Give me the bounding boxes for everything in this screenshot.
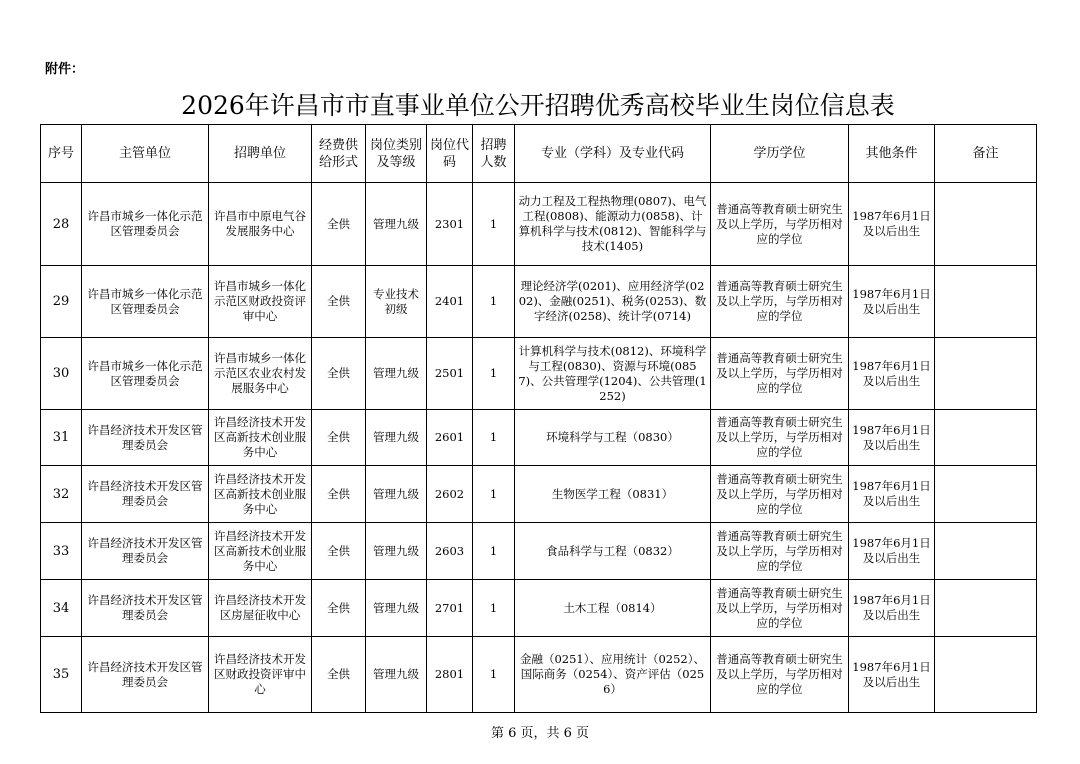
col-header-note: 备注 <box>935 125 1037 183</box>
cell-note <box>935 266 1037 338</box>
cell-degree: 普通高等教育硕士研究生及以上学历，与学历相对应的学位 <box>711 637 849 713</box>
cell-unit: 许昌经济技术开发区财政投资评审中心 <box>209 637 312 713</box>
cell-seq: 32 <box>41 466 82 523</box>
cell-count: 1 <box>473 410 515 466</box>
cell-other: 1987年6月1日及以后出生 <box>849 466 935 523</box>
cell-count: 1 <box>473 523 515 580</box>
cell-code: 2701 <box>427 580 473 637</box>
table-row <box>41 466 1037 523</box>
cell-major: 土木工程（0814） <box>515 580 711 637</box>
cell-note <box>935 338 1037 410</box>
col-header-other: 其他条件 <box>849 125 935 183</box>
cell-seq: 31 <box>41 410 82 466</box>
cell-seq: 29 <box>41 266 82 338</box>
cell-category: 管理九级 <box>366 466 427 523</box>
cell-major: 计算机科学与技术(0812)、环境科学与工程(0830)、资源与环境(0857)、公共管理学(1204)、公共管理(1252) <box>515 338 711 410</box>
cell-unit: 许昌市城乡一体化示范区农业农村发展服务中心 <box>209 338 312 410</box>
cell-authority: 许昌经济技术开发区管理委员会 <box>82 466 209 523</box>
col-header-seq: 序号 <box>41 125 82 183</box>
page-title: 2026年许昌市市直事业单位公开招聘优秀高校毕业生岗位信息表 <box>181 91 895 120</box>
col-header-funding: 经费供给形式 <box>312 125 366 183</box>
cell-note <box>935 410 1037 466</box>
cell-unit: 许昌市城乡一体化示范区财政投资评审中心 <box>209 266 312 338</box>
table-row <box>41 580 1037 637</box>
cell-code: 2601 <box>427 410 473 466</box>
cell-seq: 33 <box>41 523 82 580</box>
cell-category: 管理九级 <box>366 410 427 466</box>
cell-count: 1 <box>473 266 515 338</box>
cell-other: 1987年6月1日及以后出生 <box>849 637 935 713</box>
table-row <box>41 637 1037 713</box>
cell-note <box>935 523 1037 580</box>
cell-authority: 许昌经济技术开发区管理委员会 <box>82 580 209 637</box>
cell-other: 1987年6月1日及以后出生 <box>849 580 935 637</box>
cell-unit: 许昌市中原电气谷发展服务中心 <box>209 183 312 266</box>
cell-other: 1987年6月1日及以后出生 <box>849 338 935 410</box>
cell-major: 环境科学与工程（0830） <box>515 410 711 466</box>
cell-category: 管理九级 <box>366 183 427 266</box>
table-row <box>41 266 1037 338</box>
col-header-count: 招聘人数 <box>473 125 515 183</box>
cell-code: 2603 <box>427 523 473 580</box>
table-row <box>41 338 1037 410</box>
cell-other: 1987年6月1日及以后出生 <box>849 266 935 338</box>
cell-category: 管理九级 <box>366 523 427 580</box>
cell-authority: 许昌市城乡一体化示范区管理委员会 <box>82 338 209 410</box>
cell-funding: 全供 <box>312 637 366 713</box>
table-row <box>41 523 1037 580</box>
cell-category: 管理九级 <box>366 637 427 713</box>
cell-category: 管理九级 <box>366 338 427 410</box>
col-header-category: 岗位类别及等级 <box>366 125 427 183</box>
cell-code: 2401 <box>427 266 473 338</box>
col-header-major: 专业（学科）及专业代码 <box>515 125 711 183</box>
cell-code: 2602 <box>427 466 473 523</box>
col-header-code: 岗位代码 <box>427 125 473 183</box>
cell-degree: 普通高等教育硕士研究生及以上学历，与学历相对应的学位 <box>711 338 849 410</box>
cell-count: 1 <box>473 466 515 523</box>
cell-funding: 全供 <box>312 466 366 523</box>
cell-authority: 许昌经济技术开发区管理委员会 <box>82 523 209 580</box>
cell-authority: 许昌市城乡一体化示范区管理委员会 <box>82 183 209 266</box>
cell-seq: 35 <box>41 637 82 713</box>
cell-major: 金融（0251）、应用统计（0252）、国际商务（0254）、资产评估（0256） <box>515 637 711 713</box>
cell-authority: 许昌经济技术开发区管理委员会 <box>82 410 209 466</box>
cell-code: 2501 <box>427 338 473 410</box>
table-header-row <box>41 125 1037 183</box>
cell-count: 1 <box>473 338 515 410</box>
cell-funding: 全供 <box>312 523 366 580</box>
cell-unit: 许昌经济技术开发区高新技术创业服务中心 <box>209 523 312 580</box>
cell-degree: 普通高等教育硕士研究生及以上学历，与学历相对应的学位 <box>711 523 849 580</box>
cell-code: 2801 <box>427 637 473 713</box>
cell-major: 理论经济学(0201)、应用经济学(0202)、金融(0251)、税务(0253)、数字经济(0258)、统计学(0714) <box>515 266 711 338</box>
col-header-unit: 招聘单位 <box>209 125 312 183</box>
cell-note <box>935 466 1037 523</box>
col-header-authority: 主管单位 <box>82 125 209 183</box>
cell-seq: 30 <box>41 338 82 410</box>
cell-note <box>935 183 1037 266</box>
cell-degree: 普通高等教育硕士研究生及以上学历，与学历相对应的学位 <box>711 580 849 637</box>
cell-unit: 许昌经济技术开发区高新技术创业服务中心 <box>209 466 312 523</box>
cell-major: 动力工程及工程热物理(0807)、电气工程(0808)、能源动力(0858)、计算机科学与技术(0812)、智能科学与技术(1405) <box>515 183 711 266</box>
cell-code: 2301 <box>427 183 473 266</box>
cell-unit: 许昌经济技术开发区高新技术创业服务中心 <box>209 410 312 466</box>
cell-other: 1987年6月1日及以后出生 <box>849 410 935 466</box>
positions-table <box>40 124 1037 713</box>
cell-authority: 许昌市城乡一体化示范区管理委员会 <box>82 266 209 338</box>
cell-degree: 普通高等教育硕士研究生及以上学历，与学历相对应的学位 <box>711 466 849 523</box>
cell-degree: 普通高等教育硕士研究生及以上学历，与学历相对应的学位 <box>711 183 849 266</box>
cell-count: 1 <box>473 183 515 266</box>
cell-note <box>935 637 1037 713</box>
cell-funding: 全供 <box>312 183 366 266</box>
cell-major: 食品科学与工程（0832） <box>515 523 711 580</box>
cell-category: 专业技术初级 <box>366 266 427 338</box>
table-row <box>41 410 1037 466</box>
cell-seq: 34 <box>41 580 82 637</box>
cell-authority: 许昌经济技术开发区管理委员会 <box>82 637 209 713</box>
cell-other: 1987年6月1日及以后出生 <box>849 183 935 266</box>
cell-major: 生物医学工程（0831） <box>515 466 711 523</box>
cell-seq: 28 <box>41 183 82 266</box>
cell-category: 管理九级 <box>366 580 427 637</box>
cell-funding: 全供 <box>312 338 366 410</box>
cell-funding: 全供 <box>312 580 366 637</box>
cell-unit: 许昌经济技术开发区房屋征收中心 <box>209 580 312 637</box>
cell-funding: 全供 <box>312 266 366 338</box>
page-footer: 第 6 页，共 6 页 <box>490 726 590 741</box>
col-header-degree: 学历学位 <box>711 125 849 183</box>
cell-funding: 全供 <box>312 410 366 466</box>
attachment-label: 附件： <box>45 62 85 77</box>
cell-degree: 普通高等教育硕士研究生及以上学历，与学历相对应的学位 <box>711 410 849 466</box>
cell-note <box>935 580 1037 637</box>
table-row <box>41 183 1037 266</box>
cell-other: 1987年6月1日及以后出生 <box>849 523 935 580</box>
cell-count: 1 <box>473 637 515 713</box>
cell-degree: 普通高等教育硕士研究生及以上学历，与学历相对应的学位 <box>711 266 849 338</box>
cell-count: 1 <box>473 580 515 637</box>
